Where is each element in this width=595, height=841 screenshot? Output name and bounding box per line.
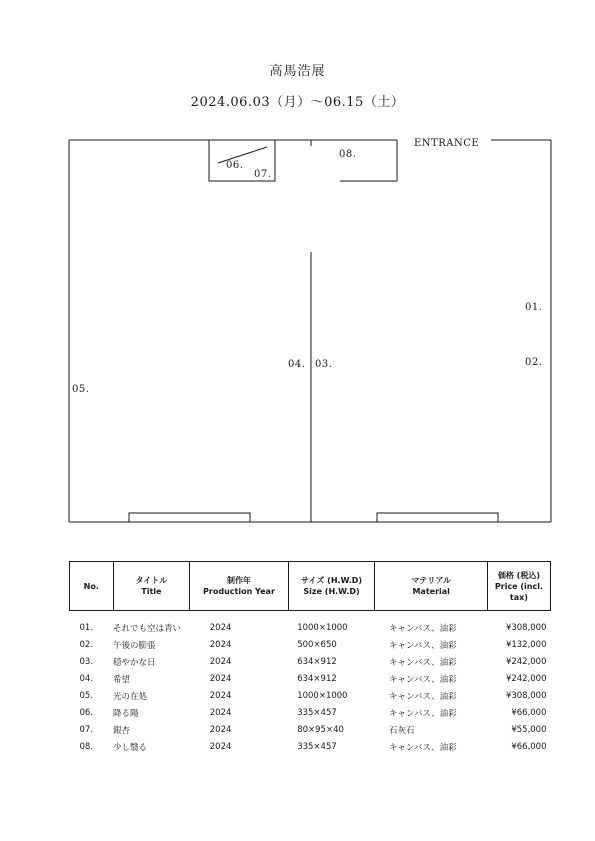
label-05: 05.: [72, 384, 90, 395]
cell-price: ¥66,000: [511, 707, 547, 718]
cell-no: 05.: [79, 690, 94, 701]
cell-title: 光の在処: [113, 691, 148, 702]
cell-year: 2024: [209, 724, 232, 735]
cell-year: 2024: [209, 741, 232, 752]
bench-left: [129, 513, 250, 522]
header-year: [190, 562, 288, 611]
header-title: [113, 562, 190, 611]
header-no: [70, 562, 114, 611]
cell-year: 2024: [209, 656, 232, 667]
header-price-jp: 価格 (税込): [497, 570, 540, 580]
table-row: [70, 619, 551, 636]
cell-material: キャンバス、油彩: [388, 691, 457, 702]
cell-size: 80×95×40: [297, 724, 344, 735]
label-01: 01.: [525, 302, 543, 313]
cell-price: ¥66,000: [511, 741, 547, 752]
cell-price: ¥132,000: [505, 639, 547, 650]
cell-material: キャンバス、油彩: [388, 674, 457, 685]
cell-size: 1000×1000: [297, 690, 348, 701]
header-no-label: No.: [83, 581, 99, 591]
cell-no: 01.: [79, 622, 94, 633]
cell-size: 634×912: [297, 673, 337, 684]
header-year-jp: 制作年: [226, 576, 251, 585]
cell-title: 少し翳る: [113, 742, 148, 753]
cell-year: 2024: [209, 622, 232, 633]
table-row: [70, 636, 551, 653]
cell-title: 銀杏: [113, 725, 131, 736]
cell-year: 2024: [209, 690, 232, 701]
cell-size: 335×457: [297, 741, 337, 752]
cell-no: 02.: [79, 639, 94, 650]
cell-size: 1000×1000: [297, 622, 348, 633]
header-material: [375, 562, 487, 611]
label-03: 03.: [315, 359, 333, 370]
cell-year: 2024: [209, 707, 232, 718]
header-size-en: Size (H.W.D): [303, 587, 360, 596]
table-row: [70, 738, 551, 755]
cell-price: ¥242,000: [505, 656, 547, 667]
cell-size: 500×650: [297, 639, 337, 650]
header-title-jp: タイトル: [135, 576, 168, 585]
cell-price: ¥242,000: [505, 673, 547, 684]
cell-title: 降る陽: [113, 708, 139, 719]
cell-material: キャンバス、油彩: [388, 708, 457, 719]
header-size-jp: サイズ (H.W.D): [301, 576, 363, 585]
partition-08: [340, 140, 397, 181]
header-year-en: Production Year: [203, 587, 275, 596]
cell-no: 07.: [79, 724, 94, 735]
cell-price: ¥308,000: [505, 622, 547, 633]
table-header-row: [70, 562, 551, 611]
cell-material: 石灰石: [388, 725, 415, 736]
cell-size: 634×912: [297, 656, 337, 667]
cell-title: それでも空は青い: [113, 623, 182, 634]
cell-no: 03.: [79, 656, 94, 667]
table-row: [70, 704, 551, 721]
cell-size: 335×457: [297, 707, 337, 718]
header-material-en: Material: [412, 587, 450, 596]
table-row: [70, 721, 551, 738]
label-06: 06.: [226, 160, 244, 171]
cell-title: 穏やかな日: [113, 657, 156, 668]
cell-no: 08.: [79, 741, 94, 752]
label-07: 07.: [254, 169, 272, 180]
table-row: [70, 687, 551, 704]
cell-material: キャンバス、油彩: [388, 623, 457, 634]
cell-no: 04.: [79, 673, 94, 684]
label-04: 04.: [288, 359, 306, 370]
cell-material: キャンバス、油彩: [388, 640, 457, 651]
exhibition-title: 高馬浩展: [269, 64, 326, 79]
header-price-en: Price (incl. tax): [494, 581, 544, 602]
header-title-en: Title: [141, 587, 162, 596]
cell-no: 06.: [79, 707, 94, 718]
label-08: 08.: [339, 149, 357, 160]
exhibition-dates: 2024.06.03（月）〜06.15（土）: [190, 95, 405, 110]
cell-price: ¥55,000: [511, 724, 547, 735]
cell-title: 希望: [113, 674, 131, 685]
entrance-label: ENTRANCE: [414, 138, 480, 149]
cell-material: キャンバス、油彩: [388, 742, 457, 753]
header-price: [487, 562, 550, 611]
works-table: [69, 561, 551, 755]
cell-material: キャンバス、油彩: [388, 657, 457, 668]
cell-year: 2024: [209, 673, 232, 684]
cell-price: ¥308,000: [505, 690, 547, 701]
header-material-jp: マテリアル: [411, 576, 452, 585]
label-02: 02.: [525, 357, 543, 368]
table-row: [70, 653, 551, 670]
cell-year: 2024: [209, 639, 232, 650]
cell-title: 午後の膨張: [113, 640, 156, 651]
table-row: [70, 670, 551, 687]
bench-right: [377, 513, 498, 522]
header-size: [288, 562, 375, 611]
